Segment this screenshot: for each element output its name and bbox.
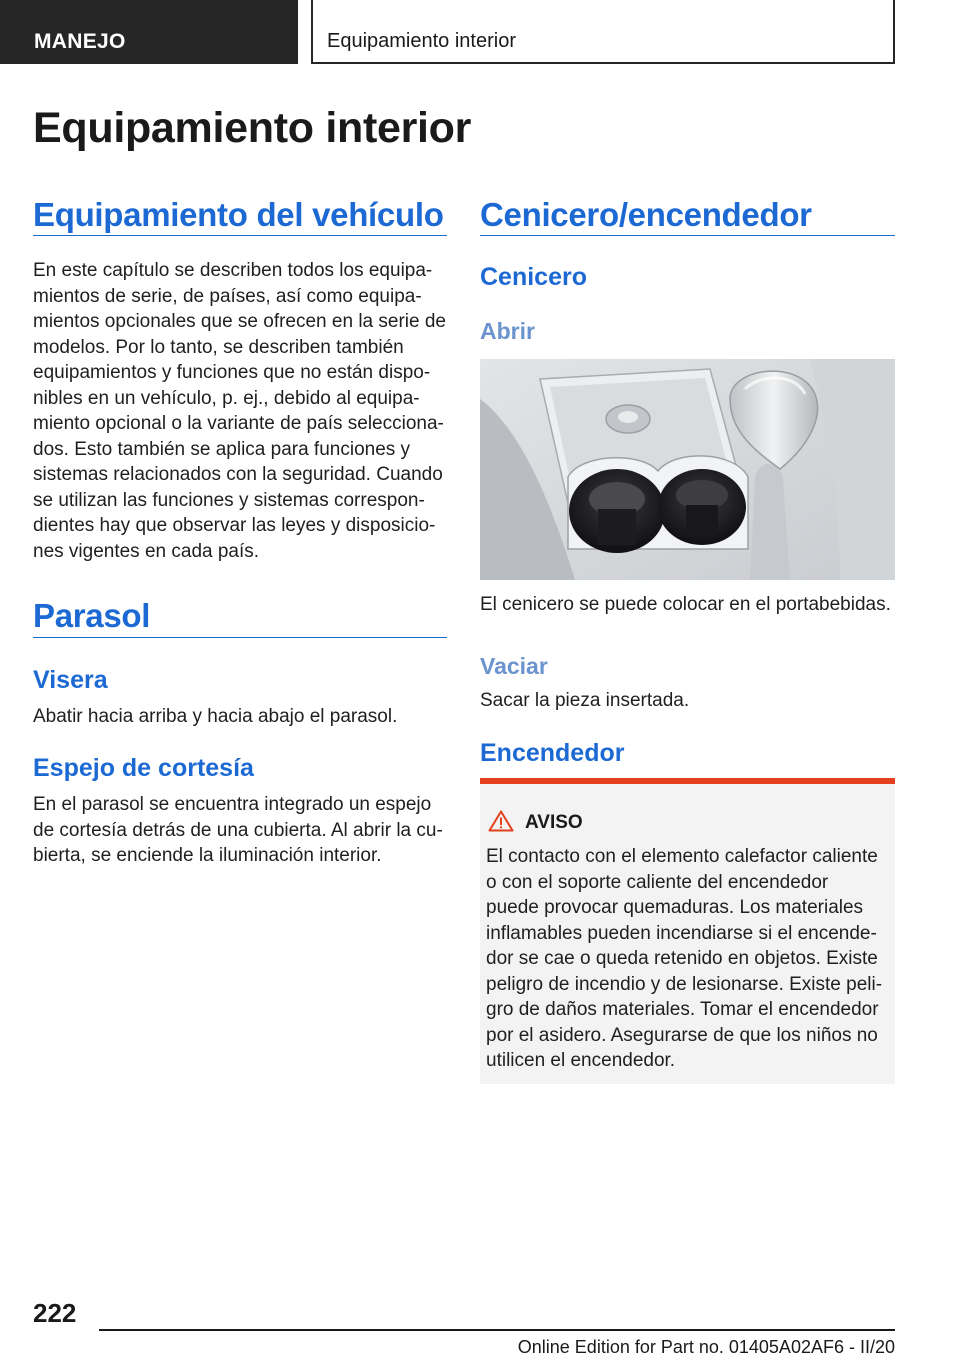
warning-box xyxy=(480,778,895,1084)
text-line: utilicen el encendedor. xyxy=(486,1050,676,1071)
text-line: o con el soporte caliente del encendedor xyxy=(486,871,829,893)
footer-edition: Online Edition for Part no. 01405A02AF6 - II/20 xyxy=(517,1337,895,1357)
heading-rule xyxy=(480,235,895,236)
header-section-tab xyxy=(0,0,298,64)
vehicle-equipment-text xyxy=(33,258,453,564)
ashtray-caption: El cenicero se puede colocar en el portabebidas. xyxy=(480,594,891,615)
text-line: dientes hay que observar las leyes y disposicio- xyxy=(33,515,436,536)
text-line: El contacto con el elemento calefactor caliente xyxy=(486,846,878,867)
heading-open: Abrir xyxy=(480,318,535,344)
text-line: En este capítulo se describen todos los equipa- xyxy=(33,260,433,281)
heading-rule xyxy=(33,637,447,638)
vanity-mirror-text xyxy=(33,792,453,869)
heading-vanity-mirror: Espejo de cortesía xyxy=(33,754,254,782)
heading-ashtray: Cenicero xyxy=(480,263,587,291)
text-line: inflamables pueden incendiarse si el encende- xyxy=(486,922,877,944)
footer-rule xyxy=(99,1329,895,1331)
page-number: 222 xyxy=(33,1298,77,1328)
text-line: nibles en un vehículo, p. ej., debido al equipa- xyxy=(33,387,420,409)
heading-rule xyxy=(33,235,447,236)
heading-visor: Visera xyxy=(33,666,108,694)
heading-vehicle-equipment: Equipamiento del vehículo xyxy=(33,196,444,233)
text-line: gro de daños materiales. Tomar el encendedor xyxy=(486,999,879,1020)
text-line: peligro de incendio y de lesionarse. Existe peli- xyxy=(486,973,883,995)
header-section-label: MANEJO xyxy=(34,30,126,53)
text-line: miento opcional o la variante de país selecciona- xyxy=(33,413,444,434)
warning-triangle-icon xyxy=(488,810,514,832)
text-line: bierta, se enciende la iluminación interior. xyxy=(33,845,382,866)
warning-title: AVISO xyxy=(525,812,583,833)
text-line: mientos opcionales que se ofrecen en la serie de xyxy=(33,311,446,332)
empty-text: Sacar la pieza insertada. xyxy=(480,690,690,711)
text-line: modelos. Por lo tanto, se describen también xyxy=(33,336,404,358)
text-line: equipamientos y funciones que no están dispo- xyxy=(33,362,431,383)
heading-sun-visor: Parasol xyxy=(33,597,151,634)
header-chapter-tab xyxy=(311,0,895,64)
heading-lighter: Encendedor xyxy=(480,739,625,767)
page-title: Equipamiento interior xyxy=(33,104,472,152)
heading-empty: Vaciar xyxy=(480,653,548,679)
ashtray-cupholder-image xyxy=(480,359,895,580)
text-line: por el asidero. Asegurarse de que los niños no xyxy=(486,1024,878,1046)
heading-ashtray-lighter: Cenicero/encendedor xyxy=(480,196,812,233)
header-chapter-label: Equipamiento interior xyxy=(327,30,516,52)
text-line: dor se cae o queda retenido en objetos. Existe xyxy=(486,948,878,969)
text-line: sistemas relacionados con la seguridad. Cuando xyxy=(33,464,443,485)
warning-text xyxy=(486,844,890,1074)
text-line: En el parasol se encuentra integrado un espejo xyxy=(33,794,432,815)
visor-text: Abatir hacia arriba y hacia abajo el parasol. xyxy=(33,706,398,727)
text-line: mientos de serie, de países, así como equipa- xyxy=(33,285,422,307)
text-line: se utilizan las funciones y sistemas correspon- xyxy=(33,489,425,511)
text-line: de cortesía detrás de una cubierta. Al abrir la cu- xyxy=(33,819,443,841)
text-line: puede provocar quemaduras. Los materiales xyxy=(486,897,864,918)
text-line: nes vigentes en cada país. xyxy=(33,540,260,562)
text-line: dos. Esto también se aplica para funciones y xyxy=(33,438,411,460)
